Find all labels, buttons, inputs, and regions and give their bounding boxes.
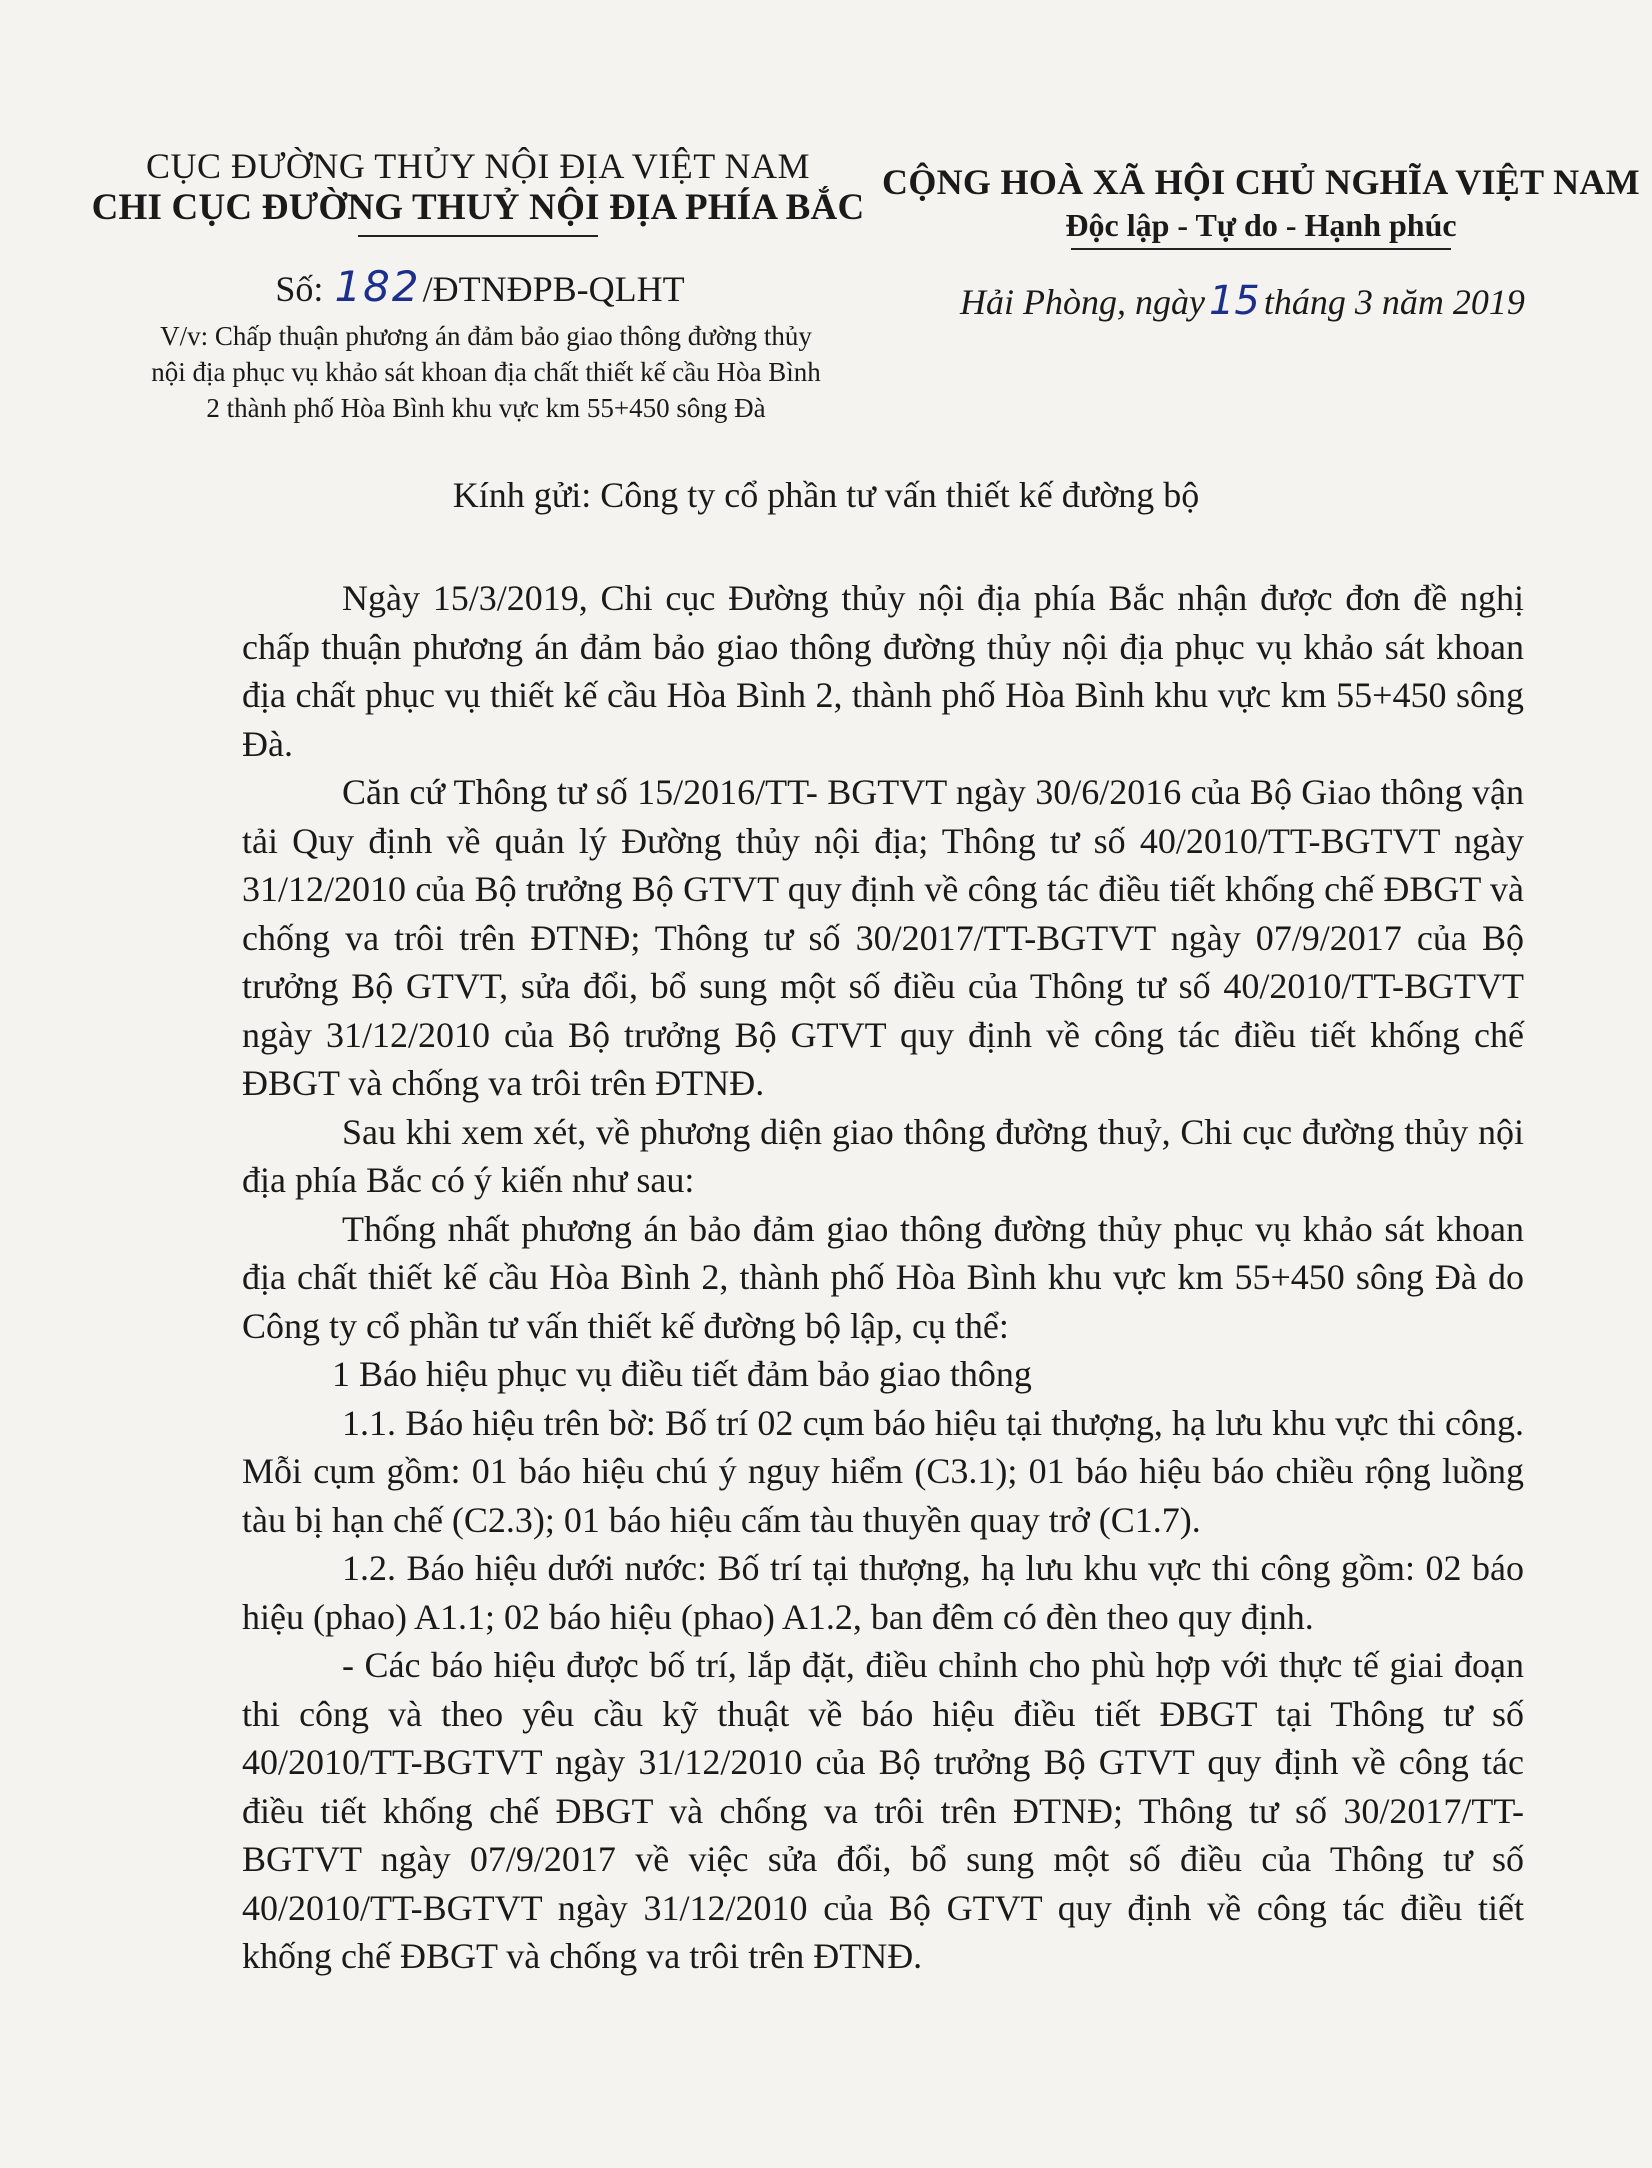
subject-line-3: 2 thành phố Hòa Bình khu vực km 55+450 sông Đà — [206, 393, 766, 423]
agency-name: CỤC ĐƯỜNG THỦY NỘI ĐỊA VIỆT NAM — [145, 146, 811, 186]
paragraph-opinion-intro: Sau khi xem xét, về phương diện giao thông đường thuỷ, Chi cục đường thủy nội địa phía Bắc có ý kiến như sau: — [242, 1111, 1524, 1200]
date-line — [960, 278, 1650, 324]
national-header — [870, 160, 1652, 250]
issuing-organization — [88, 145, 868, 237]
section-heading-signals: 1 Báo hiệu phục vụ điều tiết đảm bảo giao thông — [332, 1354, 1032, 1394]
document-number — [100, 262, 860, 311]
doc-number-prefix: Số: — [275, 269, 324, 309]
country-name: CỘNG HOÀ XÃ HỘI CHỦ NGHĨA VIỆT NAM — [882, 162, 1640, 202]
national-motto: Độc lập - Tự do - Hạnh phúc — [1065, 207, 1457, 243]
doc-number-suffix: /ĐTNĐPB-QLHT — [422, 269, 685, 309]
paragraph-legal-basis: Căn cứ Thông tư số 15/2016/TT- BGTVT ngày 30/6/2016 của Bộ Giao thông vận tải Quy định về quản lý Đường thủy nội địa; Thông tư số 40/2010/TT-BGTVT ngày 31/12/2010 của Bộ trưởng Bộ GTVT quy định về công tác điều tiết khống chế ĐBGT và chống va trôi trên ĐTNĐ; Thông tư số 30/2017/TT-BGTVT ngày 07/9/2017 của Bộ trưởng Bộ GTVT, sửa đổi, bổ sung một số điều của Thông tư số 40/2010/TT-BGTVT ngày 31/12/2010 của Bộ trưởng Bộ GTVT quy định về công tác điều tiết khống chế ĐBGT và chống va trôi trên ĐTNĐ. — [242, 772, 1524, 1103]
org-underline — [358, 235, 598, 237]
paragraph-approval: Thống nhất phương án bảo đảm giao thông đường thủy phục vụ khảo sát khoan địa chất thiết kế cầu Hòa Bình 2, thành phố Hòa Bình khu vực km 55+450 sông Đà do Công ty cổ phần tư vấn thiết kế đường bộ lập, cụ thể: — [242, 1208, 1524, 1346]
doc-number-handwritten: 182 — [334, 262, 421, 311]
paragraph-signal-requirements: - Các báo hiệu được bố trí, lắp đặt, điều chỉnh cho phù hợp với thực tế giai đoạn thi công và theo yêu cầu kỹ thuật về báo hiệu điều tiết ĐBGT tại Thông tư số 40/2010/TT-BGTVT ngày 31/12/2010 của Bộ trưởng Bộ GTVT quy định về công tác điều tiết khống chế ĐBGT và chống va trôi trên ĐTNĐ; Thông tư số 30/2017/TT-BGTVT ngày 07/9/2017 về việc sửa đổi, bổ sung một số điều của Thông tư số 40/2010/TT-BGTVT ngày 31/12/2010 của Bộ GTVT quy định về công tác điều tiết khống chế ĐBGT và chống va trôi trên ĐTNĐ. — [242, 1645, 1524, 1976]
date-day-handwritten: 15 — [1208, 278, 1260, 324]
paragraph-shore-signals: 1.1. Báo hiệu trên bờ: Bố trí 02 cụm báo hiệu tại thượng, hạ lưu khu vực thi công. Mỗi cụm gồm: 01 báo hiệu chú ý nguy hiểm (C3.1); 01 báo hiệu báo chiều rộng luồng tàu bị hạn chế (C2.3); 01 báo hiệu cấm tàu thuyền quay trở (C1.7). — [242, 1402, 1524, 1540]
sub-agency-name: CHI CỤC ĐƯỜNG THUỶ NỘI ĐỊA PHÍA BẮC — [91, 187, 865, 228]
motto-underline — [1071, 248, 1451, 250]
date-suffix: tháng 3 năm 2019 — [1263, 282, 1525, 322]
paragraph-water-signals: 1.2. Báo hiệu dưới nước: Bố trí tại thượng, hạ lưu khu vực thi công gồm: 02 báo hiệu (phao) A1.1; 02 báo hiệu (phao) A1.2, ban đêm có đèn theo quy định. — [242, 1548, 1524, 1637]
document-body — [242, 574, 1524, 1981]
subject-block — [96, 318, 876, 426]
subject-line-1: V/v: Chấp thuận phương án đảm bảo giao thông đường thủy — [160, 321, 812, 351]
date-prefix: Hải Phòng, ngày — [960, 282, 1205, 322]
paragraph-receipt: Ngày 15/3/2019, Chi cục Đường thủy nội địa phía Bắc nhận được đơn đề nghị chấp thuận phương án đảm bảo giao thông đường thủy nội địa phục vụ khảo sát khoan địa chất phục vụ thiết kế cầu Hòa Bình 2, thành phố Hòa Bình khu vực km 55+450 sông Đà. — [242, 578, 1524, 764]
subject-line-2: nội địa phục vụ khảo sát khoan địa chất thiết kế cầu Hòa Bình — [151, 357, 821, 387]
recipient-line: Kính gửi: Công ty cổ phần tư vấn thiết kế đường bộ — [452, 475, 1200, 515]
